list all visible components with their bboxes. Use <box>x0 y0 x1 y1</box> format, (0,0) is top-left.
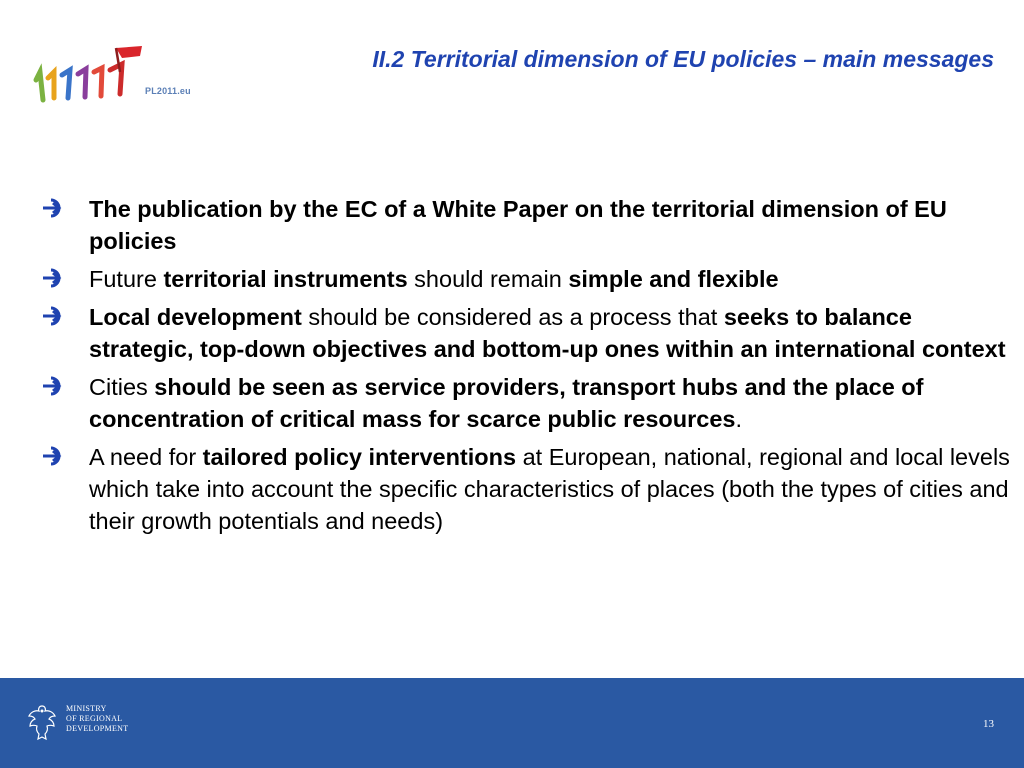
ministry-line: MINISTRY <box>66 704 107 713</box>
logo-text: PL2011.eu <box>145 86 191 96</box>
slide-title: II.2 Territorial dimension of EU policies – main messages <box>372 46 994 72</box>
bullet-text: should be considered as a process that <box>301 304 724 330</box>
bullet-text-bold: The publication by the EC of a White Paper on the territorial dimension of EU policies <box>89 196 947 254</box>
arrow-right-circle-icon <box>42 197 66 219</box>
eagle-emblem-icon <box>26 702 58 742</box>
bullet-text-bold: tailored policy interventions <box>202 444 517 470</box>
bullet-item <box>42 371 1017 435</box>
pl2011-logo <box>30 42 190 114</box>
bullet-item <box>42 263 1017 295</box>
arrow-right-circle-icon <box>42 375 66 397</box>
bullet-list <box>42 193 1017 543</box>
bullet-text-bold: territorial instruments <box>163 266 408 292</box>
logo-figures-icon <box>30 42 145 114</box>
bullet-text: should remain <box>407 266 569 292</box>
bullet-text-bold: simple and flexible <box>568 266 779 292</box>
ministry-line: OF REGIONAL <box>66 714 123 723</box>
page-number: 13 <box>983 718 994 730</box>
footer-bar <box>0 678 1024 768</box>
ministry-line: DEVELOPMENT <box>66 724 129 733</box>
bullet-text: at European, national, regional and local levels which take into account the specific characteristics of places (both the types of cities and their growth potentials and needs) <box>89 444 1010 534</box>
bullet-item <box>42 301 1017 365</box>
bullet-text: A need for <box>89 444 203 470</box>
ministry-logo <box>26 702 166 744</box>
bullet-text: Future <box>89 266 164 292</box>
bullet-text: . <box>735 406 743 432</box>
arrow-right-circle-icon <box>42 445 66 467</box>
arrow-right-circle-icon <box>42 305 66 327</box>
bullet-item <box>42 441 1017 537</box>
ministry-name <box>66 704 128 734</box>
bullet-text-bold: Local development <box>89 304 302 330</box>
bullet-text-bold: should be seen as service providers, transport hubs and the place of concentration of critical mass for scarce public resources <box>89 374 924 432</box>
bullet-text: Cities <box>89 374 155 400</box>
bullet-item <box>42 193 1017 257</box>
arrow-right-circle-icon <box>42 267 66 289</box>
bullet-text-bold: seeks to balance strategic, top-down objectives and bottom-up ones within an international context <box>89 304 1006 362</box>
